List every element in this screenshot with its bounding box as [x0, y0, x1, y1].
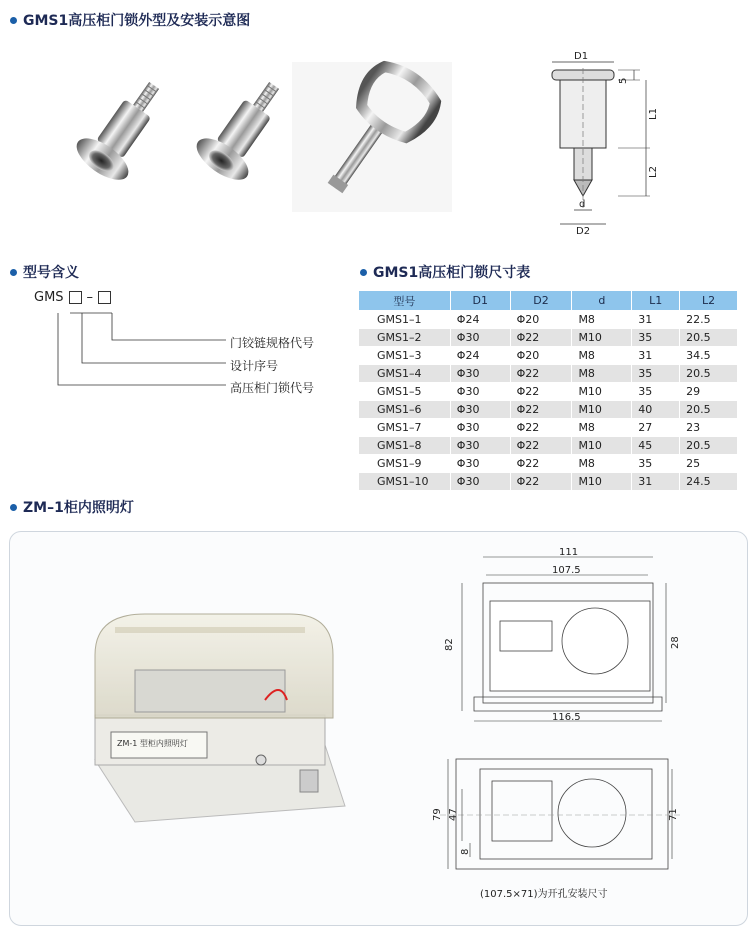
- table-cell: Φ30: [450, 419, 510, 437]
- bullet-icon: [10, 269, 17, 276]
- dim-8: 8: [460, 848, 471, 855]
- dim-47: 47: [448, 808, 459, 821]
- table-cell: 25: [680, 455, 738, 473]
- label-d: d: [579, 199, 586, 210]
- label-l2: L2: [648, 166, 659, 178]
- table-header-row: [359, 291, 738, 311]
- table-cell: 31: [632, 347, 680, 365]
- table-cell: 22.5: [680, 311, 738, 329]
- table-cell: Φ20: [510, 311, 572, 329]
- lock-photo-1: [58, 72, 178, 202]
- model-leader-lines: [40, 305, 240, 395]
- table-cell: M8: [572, 365, 632, 383]
- table-row: [359, 383, 738, 401]
- dim-79: 79: [432, 808, 443, 821]
- table-header: D2: [510, 291, 572, 311]
- table-cell: 35: [632, 383, 680, 401]
- table-cell: 24.5: [680, 473, 738, 491]
- table-cell: M8: [572, 455, 632, 473]
- table-cell: Φ30: [450, 455, 510, 473]
- table-cell: Φ22: [510, 455, 572, 473]
- table-cell: 31: [632, 311, 680, 329]
- table-cell: GMS1–5: [359, 383, 451, 401]
- light-photo: [75, 600, 350, 830]
- table-cell: Φ30: [450, 329, 510, 347]
- table-cell: 35: [632, 455, 680, 473]
- table-cell: Φ22: [510, 437, 572, 455]
- table-header: 型号: [359, 291, 451, 311]
- dim-82: 82: [444, 638, 455, 651]
- model-item-3: 高压柜门锁代号: [230, 381, 315, 395]
- table-cell: 27: [632, 419, 680, 437]
- table-cell: Φ30: [450, 365, 510, 383]
- table-header: L2: [680, 291, 738, 311]
- table-cell: Φ30: [450, 473, 510, 491]
- table-cell: 20.5: [680, 329, 738, 347]
- dim-107-5: 107.5: [552, 565, 581, 576]
- table-cell: GMS1–4: [359, 365, 451, 383]
- model-item-1: 门铰链规格代号: [230, 336, 315, 350]
- model-box-2: [98, 291, 111, 304]
- lock-dimension-diagram: [530, 48, 670, 238]
- table-cell: Φ30: [450, 383, 510, 401]
- dim-111: 111: [559, 547, 579, 558]
- model-box-1: [69, 291, 82, 304]
- section-title-appearance-text: GMS1高压柜门锁外型及安装示意图: [23, 13, 251, 29]
- table-row: [359, 473, 738, 491]
- section-title-appearance: [10, 10, 250, 30]
- table-cell: GMS1–10: [359, 473, 451, 491]
- model-dash: –: [86, 290, 94, 305]
- table-cell: GMS1–7: [359, 419, 451, 437]
- section-title-size: [360, 262, 530, 282]
- table-cell: M8: [572, 419, 632, 437]
- table-header: d: [572, 291, 632, 311]
- table-cell: M10: [572, 473, 632, 491]
- table-row: [359, 419, 738, 437]
- table-cell: 23: [680, 419, 738, 437]
- table-cell: M8: [572, 347, 632, 365]
- table-cell: 34.5: [680, 347, 738, 365]
- table-cell: Φ22: [510, 401, 572, 419]
- table-cell: 20.5: [680, 365, 738, 383]
- table-row: [359, 329, 738, 347]
- table-cell: GMS1–2: [359, 329, 451, 347]
- table-cell: M8: [572, 311, 632, 329]
- table-cell: M10: [572, 437, 632, 455]
- label-d1: D1: [574, 51, 589, 62]
- table-cell: GMS1–9: [359, 455, 451, 473]
- size-table: [358, 290, 738, 491]
- bullet-icon: [10, 17, 17, 24]
- section-title-light-text: ZM–1柜内照明灯: [23, 500, 134, 516]
- table-row: [359, 311, 738, 329]
- table-row: [359, 437, 738, 455]
- table-cell: 45: [632, 437, 680, 455]
- model-item-2: 设计序号: [230, 359, 279, 373]
- table-cell: GMS1–1: [359, 311, 451, 329]
- table-cell: Φ22: [510, 365, 572, 383]
- table-row: [359, 365, 738, 383]
- device-label: ZM-1 型柜内照明灯: [117, 739, 188, 748]
- table-cell: 35: [632, 365, 680, 383]
- table-header: D1: [450, 291, 510, 311]
- section-title-size-text: GMS1高压柜门锁尺寸表: [373, 265, 531, 281]
- dim-28: 28: [670, 636, 681, 649]
- dim-116-5: 116.5: [552, 712, 581, 723]
- table-cell: 35: [632, 329, 680, 347]
- table-cell: Φ22: [510, 383, 572, 401]
- section-title-light: [10, 497, 134, 517]
- table-header: L1: [632, 291, 680, 311]
- table-cell: Φ22: [510, 419, 572, 437]
- drawing-caption: (107.5×71)为开孔安装尺寸: [480, 889, 608, 900]
- table-row: [359, 401, 738, 419]
- model-code: [34, 290, 111, 305]
- table-row: [359, 347, 738, 365]
- table-cell: Φ22: [510, 473, 572, 491]
- table-cell: Φ24: [450, 347, 510, 365]
- model-prefix: GMS: [34, 290, 64, 305]
- bullet-icon: [10, 504, 17, 511]
- lock-photo-2: [178, 72, 298, 202]
- table-cell: GMS1–6: [359, 401, 451, 419]
- label-l1: L1: [648, 108, 659, 120]
- table-cell: Φ20: [510, 347, 572, 365]
- section-title-model: [10, 262, 79, 282]
- table-cell: M10: [572, 329, 632, 347]
- light-dimension-drawing: [432, 545, 681, 910]
- table-cell: 20.5: [680, 401, 738, 419]
- label-d2: D2: [576, 226, 591, 237]
- table-cell: 31: [632, 473, 680, 491]
- dim-71: 71: [668, 808, 679, 821]
- label-s: 5: [618, 77, 629, 84]
- table-cell: 20.5: [680, 437, 738, 455]
- table-row: [359, 455, 738, 473]
- table-cell: 29: [680, 383, 738, 401]
- table-cell: M10: [572, 401, 632, 419]
- key-photo: [292, 62, 452, 212]
- section-title-model-text: 型号含义: [23, 265, 79, 281]
- table-cell: Φ24: [450, 311, 510, 329]
- table-cell: Φ22: [510, 329, 572, 347]
- table-cell: M10: [572, 383, 632, 401]
- table-cell: GMS1–8: [359, 437, 451, 455]
- table-cell: 40: [632, 401, 680, 419]
- bullet-icon: [360, 269, 367, 276]
- table-cell: GMS1–3: [359, 347, 451, 365]
- table-cell: Φ30: [450, 437, 510, 455]
- table-cell: Φ30: [450, 401, 510, 419]
- table-body: [359, 311, 738, 491]
